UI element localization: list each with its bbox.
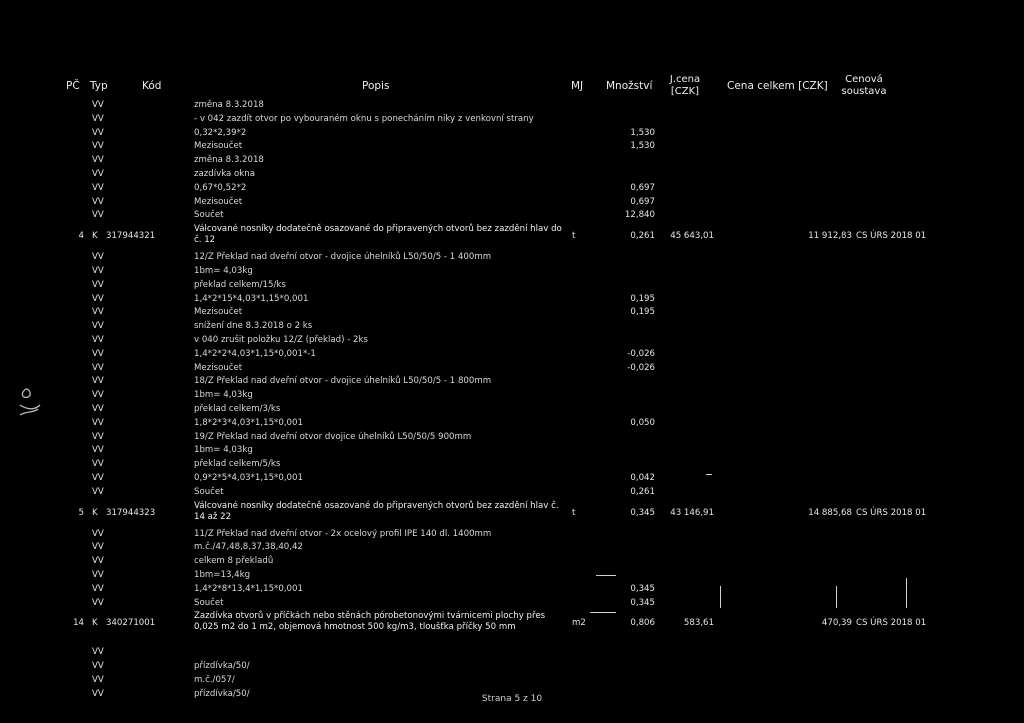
row-total-price: 11 912,83 bbox=[808, 231, 852, 242]
row-type: VV bbox=[92, 196, 104, 207]
row-code: 317944321 bbox=[106, 231, 156, 242]
row-type: VV bbox=[92, 348, 104, 359]
row-description: 1,4*2*2*4,03*1,15*0,001*-1 bbox=[194, 348, 316, 359]
row-type: VV bbox=[92, 417, 104, 428]
row-type: VV bbox=[92, 597, 104, 608]
row-type: VV bbox=[92, 252, 104, 263]
table-row bbox=[0, 305, 1024, 319]
table-row bbox=[0, 250, 1024, 264]
row-type: VV bbox=[92, 661, 104, 672]
table-row bbox=[0, 609, 1024, 637]
row-unit-price: 43 146,91 bbox=[670, 507, 714, 518]
row-quantity: 0,261 bbox=[630, 486, 655, 497]
row-unit-price: 45 643,01 bbox=[670, 231, 714, 242]
table-row bbox=[0, 582, 1024, 596]
row-quantity: 0,050 bbox=[630, 417, 655, 428]
header-pc: PČ bbox=[66, 80, 80, 92]
header-cena-celkem: Cena celkem [CZK] bbox=[727, 80, 828, 92]
row-number: 4 bbox=[78, 231, 84, 242]
row-quantity: -0,026 bbox=[627, 362, 655, 373]
row-unit: t bbox=[572, 231, 576, 242]
row-description: překlad celkem/3/ks bbox=[194, 404, 281, 414]
row-quantity: 0,345 bbox=[630, 507, 655, 518]
row-description: Zazdívka otvorů v příčkách nebo stěnách pórobetonovými tvárnicemi plochy přes 0,025 m2 do 1 m2, objemová hmotnost 500 kg/m3, tloušťka příčky 50 mm bbox=[194, 611, 546, 633]
table-row bbox=[0, 208, 1024, 222]
row-quantity: 0,806 bbox=[630, 618, 655, 629]
table-row bbox=[0, 374, 1024, 388]
row-type: VV bbox=[92, 528, 104, 539]
row-description: 1,4*2*8*13,4*1,15*0,001 bbox=[194, 583, 303, 594]
row-quantity: 0,261 bbox=[630, 231, 655, 242]
row-type: K bbox=[92, 231, 98, 242]
table-row bbox=[0, 471, 1024, 485]
tick-mark bbox=[906, 578, 907, 608]
row-type: VV bbox=[92, 113, 104, 124]
row-description: změna 8.3.2018 bbox=[194, 100, 264, 110]
row-type: VV bbox=[92, 266, 104, 276]
table-row bbox=[0, 195, 1024, 209]
row-type: VV bbox=[92, 647, 104, 658]
row-description: Mezisoučet bbox=[194, 196, 243, 207]
row-description: překlad celkem/5/ks bbox=[194, 459, 281, 470]
header-typ: Typ bbox=[90, 80, 108, 92]
row-description: Mezisoučet bbox=[194, 362, 243, 373]
header-jcena-line2: [CZK] bbox=[670, 86, 700, 97]
table-row bbox=[0, 416, 1024, 430]
row-number: 14 bbox=[73, 618, 84, 629]
row-type: K bbox=[92, 618, 98, 629]
row-type: VV bbox=[92, 404, 104, 414]
table-row bbox=[0, 527, 1024, 541]
row-description: 1bm= 4,03kg bbox=[194, 266, 253, 276]
row-quantity: 12,840 bbox=[624, 210, 655, 221]
row-description: Mezisoučet bbox=[194, 141, 243, 152]
row-price-system: CS ÚRS 2018 01 bbox=[856, 507, 927, 518]
row-type: VV bbox=[92, 688, 104, 699]
row-type: VV bbox=[92, 321, 104, 332]
header-cenova-soustava bbox=[836, 74, 892, 98]
table-row bbox=[0, 673, 1024, 687]
table-row bbox=[0, 554, 1024, 568]
row-type: VV bbox=[92, 675, 104, 685]
table-row bbox=[0, 402, 1024, 416]
row-description: m.č./47,48,8,37,38,40,42 bbox=[194, 542, 303, 553]
table-row bbox=[0, 568, 1024, 582]
row-description: celkem 8 překladů bbox=[194, 556, 274, 567]
tick-mark bbox=[836, 586, 837, 608]
row-quantity: 0,697 bbox=[630, 182, 655, 193]
header-jcena-line1: J.cena bbox=[669, 74, 701, 85]
row-description: snížení dne 8.3.2018 o 2 ks bbox=[194, 321, 313, 332]
row-type: VV bbox=[92, 583, 104, 594]
header-jcena bbox=[664, 74, 706, 98]
row-type: VV bbox=[92, 445, 104, 456]
row-type: VV bbox=[92, 155, 104, 166]
row-code: 340271001 bbox=[106, 618, 156, 629]
row-type: VV bbox=[92, 293, 104, 304]
table-row bbox=[0, 126, 1024, 140]
row-description: m.č./057/ bbox=[194, 675, 235, 685]
row-description: 0,32*2,39*2 bbox=[194, 127, 247, 138]
table-row bbox=[0, 181, 1024, 195]
row-type: VV bbox=[92, 210, 104, 221]
row-unit-price: 583,61 bbox=[683, 618, 714, 629]
row-type: VV bbox=[92, 431, 104, 442]
header-cenova-line2: soustava bbox=[841, 86, 887, 97]
row-unit: m2 bbox=[572, 618, 586, 629]
table-row bbox=[0, 388, 1024, 402]
row-description: přízdívka/50/ bbox=[194, 661, 250, 672]
row-description: 1bm= 4,03kg bbox=[194, 445, 253, 456]
row-type: VV bbox=[92, 556, 104, 567]
table-row bbox=[0, 278, 1024, 292]
row-type: K bbox=[92, 507, 98, 518]
table-row bbox=[0, 153, 1024, 167]
row-description: překlad celkem/15/ks bbox=[194, 279, 286, 290]
page-number: Strana 5 z 10 bbox=[481, 694, 543, 704]
row-quantity: 1,530 bbox=[630, 127, 655, 138]
row-description: 1,8*2*3*4,03*1,15*0,001 bbox=[194, 417, 303, 428]
row-quantity: 0,697 bbox=[630, 196, 655, 207]
tick-mark bbox=[706, 474, 712, 475]
table-row bbox=[0, 361, 1024, 375]
row-type: VV bbox=[92, 390, 104, 401]
table-row bbox=[0, 319, 1024, 333]
table-row bbox=[0, 347, 1024, 361]
row-quantity: 0,195 bbox=[630, 293, 655, 304]
table-row bbox=[0, 222, 1024, 250]
row-type: VV bbox=[92, 542, 104, 553]
row-description: 18/Z Překlad nad dveřní otvor - dvojice úhelníků L50/50/5 - 1 800mm bbox=[194, 376, 492, 387]
row-description: 11/Z Překlad nad dveřní otvor - 2x ocelový profil IPE 140 dl. 1400mm bbox=[194, 528, 492, 539]
row-description: Válcované nosníky dodatečně osazované do připravených otvorů bez zazdění hlav č. 14 až 22 bbox=[194, 500, 559, 522]
table-row bbox=[0, 112, 1024, 126]
tick-mark bbox=[596, 575, 616, 576]
table-row bbox=[0, 430, 1024, 444]
row-description: Mezisoučet bbox=[194, 307, 243, 318]
row-description: v 040 zrušit položku 12/Z (překlad) - 2ks bbox=[194, 335, 368, 345]
header-kod: Kód bbox=[142, 80, 162, 92]
row-type: VV bbox=[92, 376, 104, 387]
row-description: 1bm=13,4kg bbox=[194, 570, 251, 580]
row-description: zazdívka okna bbox=[194, 169, 255, 179]
row-description: Součet bbox=[194, 210, 224, 221]
row-type: VV bbox=[92, 141, 104, 152]
row-type: VV bbox=[92, 100, 104, 110]
row-type: VV bbox=[92, 307, 104, 318]
tick-mark bbox=[590, 612, 616, 613]
row-description: Součet bbox=[194, 597, 224, 608]
row-description: změna 8.3.2018 bbox=[194, 155, 264, 166]
row-total-price: 470,39 bbox=[821, 618, 852, 629]
table-row bbox=[0, 292, 1024, 306]
row-unit: t bbox=[572, 507, 576, 518]
row-type: VV bbox=[92, 335, 104, 345]
table-row bbox=[0, 457, 1024, 471]
row-quantity: 0,345 bbox=[630, 597, 655, 608]
row-code: 317944323 bbox=[106, 507, 156, 518]
row-type: VV bbox=[92, 486, 104, 497]
row-description: 1bm= 4,03kg bbox=[194, 390, 253, 401]
table-row bbox=[0, 139, 1024, 153]
row-quantity: -0,026 bbox=[627, 348, 655, 359]
table-row bbox=[0, 540, 1024, 554]
table-row bbox=[0, 98, 1024, 112]
row-price-system: CS ÚRS 2018 01 bbox=[856, 618, 927, 629]
header-cenova-line1: Cenová bbox=[845, 74, 883, 85]
tick-mark bbox=[720, 586, 721, 608]
row-description: přízdívka/50/ bbox=[194, 688, 250, 699]
row-description: 0,67*0,52*2 bbox=[194, 182, 247, 193]
row-type: VV bbox=[92, 279, 104, 290]
table-row bbox=[0, 645, 1024, 659]
row-price-system: CS ÚRS 2018 01 bbox=[856, 231, 927, 242]
row-description: 12/Z Překlad nad dveřní otvor - dvojice úhelníků L50/50/5 - 1 400mm bbox=[194, 252, 492, 263]
row-type: VV bbox=[92, 473, 104, 483]
row-type: VV bbox=[92, 169, 104, 179]
table-row bbox=[0, 485, 1024, 499]
handwritten-mark bbox=[16, 385, 46, 421]
table-row bbox=[0, 499, 1024, 527]
row-total-price: 14 885,68 bbox=[808, 507, 852, 518]
table-row bbox=[0, 659, 1024, 673]
row-quantity: 0,042 bbox=[630, 473, 655, 483]
row-type: VV bbox=[92, 182, 104, 193]
row-quantity: 0,345 bbox=[630, 583, 655, 594]
row-description: Válcované nosníky dodatečně osazované do připravených otvorů bez zazdění hlav do č. 12 bbox=[194, 224, 562, 246]
row-number: 5 bbox=[78, 507, 84, 518]
row-description: 1,4*2*15*4,03*1,15*0,001 bbox=[194, 293, 309, 304]
table-row bbox=[0, 443, 1024, 457]
row-type: VV bbox=[92, 570, 104, 580]
header-mnozstvi: Množství bbox=[606, 80, 653, 92]
row-type: VV bbox=[92, 459, 104, 470]
table-row bbox=[0, 596, 1024, 610]
table-row bbox=[0, 333, 1024, 347]
row-description: - v 042 zazdít otvor po vybouraném oknu s ponecháním niky z venkovní strany bbox=[194, 113, 534, 124]
table-row bbox=[0, 264, 1024, 278]
header-mj: MJ bbox=[571, 80, 584, 92]
row-quantity: 0,195 bbox=[630, 307, 655, 318]
header-popis: Popis bbox=[362, 80, 390, 92]
row-quantity: 1,530 bbox=[630, 141, 655, 152]
row-type: VV bbox=[92, 127, 104, 138]
table-row bbox=[0, 167, 1024, 181]
row-description: Součet bbox=[194, 486, 224, 497]
row-description: 0,9*2*5*4,03*1,15*0,001 bbox=[194, 473, 303, 483]
row-type: VV bbox=[92, 362, 104, 373]
row-description: 19/Z Překlad nad dveřní otvor dvojice úhelníků L50/50/5 900mm bbox=[194, 431, 472, 442]
